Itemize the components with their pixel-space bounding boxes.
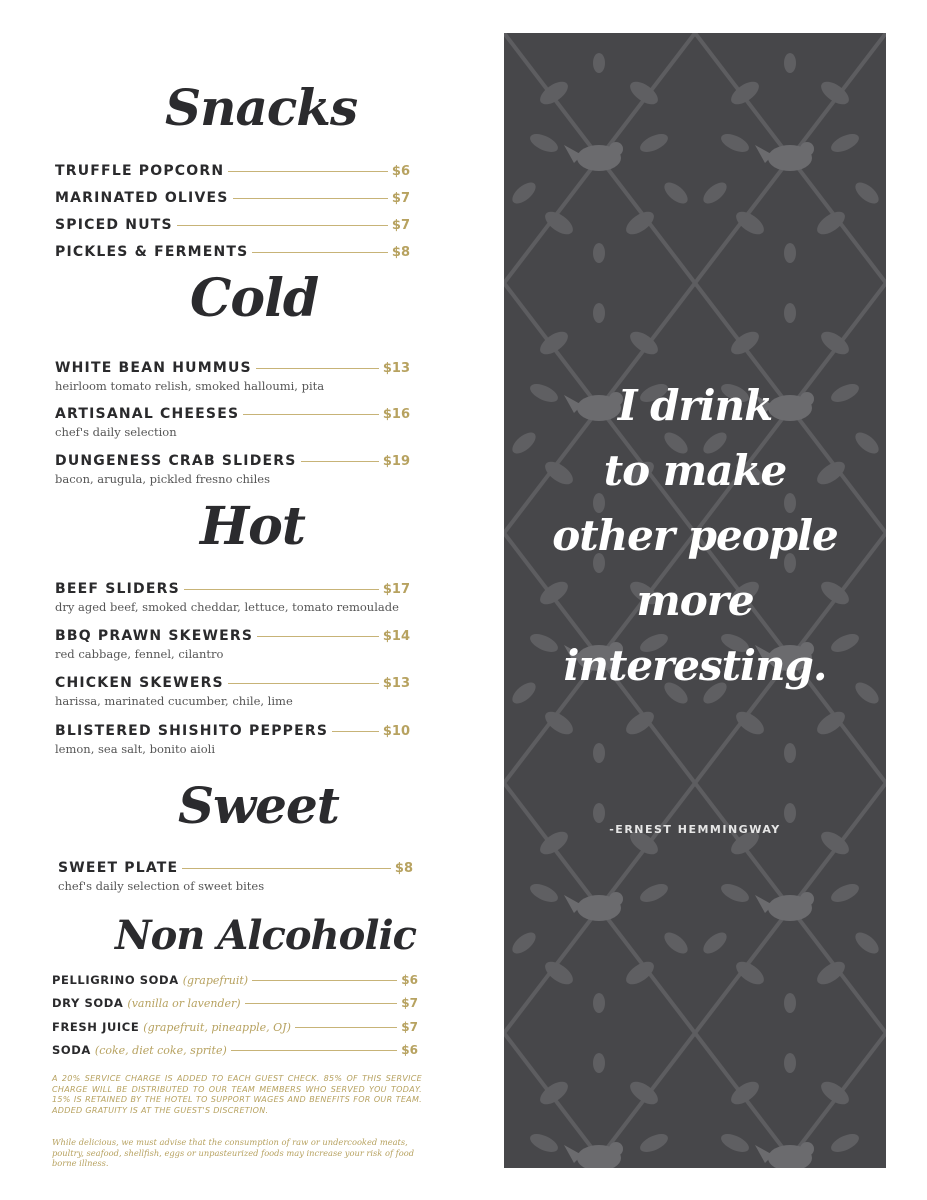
item-price: $6	[401, 1043, 418, 1057]
leader-line	[228, 171, 388, 172]
item-description: dry aged beef, smoked cheddar, lettuce, tomato remoulade	[55, 600, 399, 614]
leader-line	[301, 461, 379, 462]
menu-item	[52, 993, 418, 1013]
item-price: $13	[382, 675, 410, 691]
item-price: $8	[394, 860, 413, 876]
item-name: SWEET PLATE	[58, 860, 179, 876]
item-price: $14	[382, 628, 410, 644]
item-price: $17	[382, 581, 410, 597]
menu-item	[55, 215, 410, 235]
item-name: BEEF SLIDERS	[55, 581, 180, 597]
leader-line	[182, 868, 391, 869]
item-price: $16	[382, 406, 410, 422]
leader-line	[257, 636, 379, 637]
leader-line	[252, 252, 387, 253]
item-description: harissa, marinated cucumber, chile, lime	[55, 694, 293, 708]
leader-line	[245, 1003, 398, 1004]
item-description: red cabbage, fennel, cilantro	[55, 647, 224, 661]
item-price: $6	[401, 973, 418, 987]
item-price: $13	[382, 360, 410, 376]
quote-author: -ERNEST HEMMINGWAY	[609, 823, 781, 836]
item-description: chef's daily selection of sweet bites	[58, 879, 265, 893]
item-name: CHICKEN SKEWERS	[55, 675, 224, 691]
item-price: $6	[391, 163, 410, 179]
section-title-non-alcoholic: Non Alcoholic	[115, 912, 417, 959]
item-name: BLISTERED SHISHITO PEPPERS	[55, 723, 329, 739]
quote-line: more	[636, 576, 754, 625]
service-charge-notice: A 20% SERVICE CHARGE IS ADDED TO EACH GUEST CHECK. 85% OF THIS SERVICE CHARGE WILL BE DISTRIBUTED TO OUR TEAM MEMBERS WHO SERVED YOU TODAY. 15% IS RETAINED BY THE HOTEL TO SUPPORT WAGES AND BENEFITS FOR OUR TEAM. ADDED GRATUITY IS AT THE GUEST'S DISCRETION.	[52, 1074, 422, 1115]
item-note: (grapefruit)	[182, 973, 249, 987]
section-title-snacks: Snacks	[165, 78, 358, 137]
leader-line	[177, 225, 388, 226]
item-description: chef's daily selection	[55, 425, 177, 439]
menu-item	[55, 161, 410, 181]
menu-item	[55, 188, 410, 208]
quote-text	[504, 373, 886, 698]
item-name: SODA	[52, 1043, 91, 1057]
quote-line: I drink	[617, 381, 773, 430]
leader-line	[252, 980, 397, 981]
item-price: $7	[391, 217, 410, 233]
quote-line: other people	[552, 511, 838, 560]
item-name: DUNGENESS CRAB SLIDERS	[55, 453, 297, 469]
item-name: SPICED NUTS	[55, 217, 173, 233]
item-name: PELLIGRINO SODA	[52, 973, 179, 987]
item-price: $7	[401, 996, 418, 1010]
menu-item	[55, 358, 410, 393]
leader-line	[256, 368, 379, 369]
food-safety-advisory: While delicious, we must advise that the consumption of raw or undercooked meats, poultry, seafood, shellfish, eggs or unpasteurized foods may increase your risk of food borne illness.	[52, 1137, 415, 1168]
quote-line: to make	[603, 446, 787, 495]
item-name: BBQ PRAWN SKEWERS	[55, 628, 254, 644]
leader-line	[233, 198, 388, 199]
item-name: PICKLES & FERMENTS	[55, 244, 249, 260]
leader-line	[295, 1027, 397, 1028]
item-price: $7	[391, 190, 410, 206]
item-price: $19	[382, 453, 410, 469]
leader-line	[231, 1050, 398, 1051]
section-title-hot: Hot	[200, 496, 305, 557]
item-price: $10	[382, 723, 410, 739]
menu-item	[55, 579, 410, 614]
item-name: WHITE BEAN HUMMUS	[55, 360, 252, 376]
section-title-cold: Cold	[190, 268, 319, 329]
leader-line	[228, 683, 379, 684]
item-name: ARTISANAL CHEESES	[55, 406, 240, 422]
menu-item	[55, 721, 410, 756]
item-note: (vanilla or lavender)	[127, 996, 241, 1010]
menu-item	[55, 673, 410, 708]
quote-line: interesting.	[563, 641, 827, 690]
leader-line	[243, 414, 379, 415]
leader-line	[184, 589, 379, 590]
item-note: (grapefruit, pineapple, OJ)	[143, 1020, 291, 1034]
item-price: $7	[401, 1020, 418, 1034]
menu-item	[55, 451, 410, 486]
item-description: heirloom tomato relish, smoked halloumi, pita	[55, 379, 325, 393]
item-name: FRESH JUICE	[52, 1020, 140, 1034]
menu-item	[55, 626, 410, 661]
quote-panel	[504, 33, 886, 1168]
menu-item	[58, 858, 413, 893]
item-description: lemon, sea salt, bonito aioli	[55, 742, 216, 756]
menu-item	[52, 1017, 418, 1037]
menu-item	[52, 970, 418, 990]
item-name: TRUFFLE POPCORN	[55, 163, 225, 179]
item-note: (coke, diet coke, sprite)	[94, 1043, 227, 1057]
menu-item	[55, 404, 410, 439]
menu-item	[52, 1040, 418, 1060]
section-title-sweet: Sweet	[178, 776, 339, 835]
item-name: MARINATED OLIVES	[55, 190, 229, 206]
item-price: $8	[391, 244, 410, 260]
item-description: bacon, arugula, pickled fresno chiles	[55, 472, 270, 486]
item-name: DRY SODA	[52, 996, 124, 1010]
leader-line	[332, 731, 379, 732]
menu-item	[55, 242, 410, 262]
